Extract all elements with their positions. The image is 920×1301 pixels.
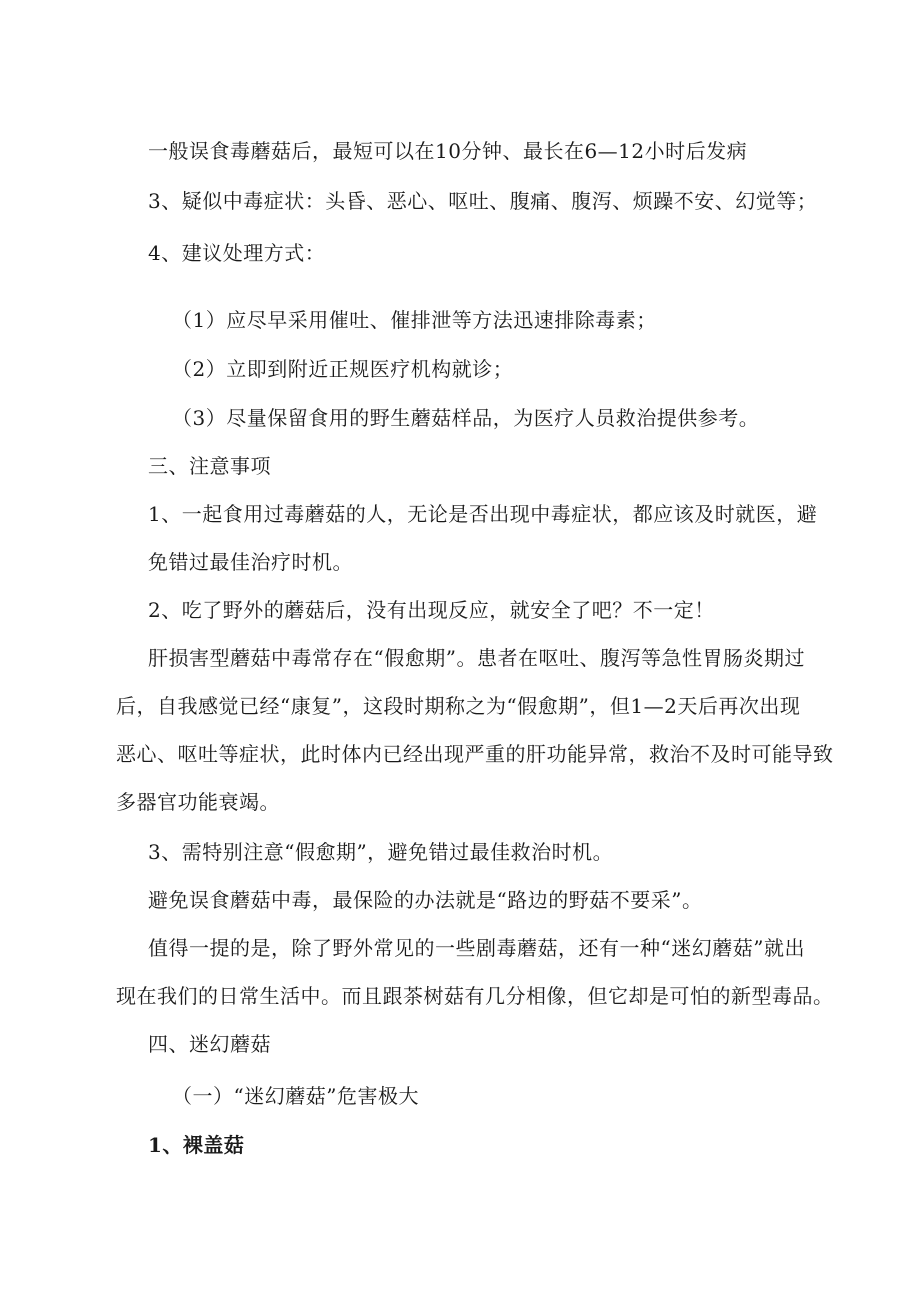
pseudo-recovery-line-2: 后，自我感觉已经“康复”，这段时期称之为“假愈期”，但1—2天后再次出现: [116, 694, 801, 718]
notice-2: 2、吃了野外的蘑菇后，没有出现反应，就安全了吧？不一定！: [148, 598, 715, 622]
pseudo-recovery-line-1: 肝损害型蘑菇中毒常存在“假愈期”。患者在呕吐、腹泻等急性胃肠炎期过: [148, 646, 805, 670]
treatment-step-3: （3）尽量保留食用的野生蘑菇样品，为医疗人员救治提供参考。: [172, 406, 760, 430]
hallucinogenic-intro-line-1: 值得一提的是，除了野外常见的一些剧毒蘑菇，还有一种“迷幻蘑菇”就出: [148, 936, 805, 960]
item-4-treatment-heading: 4、建议处理方式：: [148, 241, 326, 265]
notice-1-line-2: 免错过最佳治疗时机。: [148, 550, 353, 574]
paragraph-onset-time: 一般误食毒蘑菇后，最短可以在10分钟、最长在6—12小时后发病: [148, 139, 748, 163]
notice-1-line-1: 1、一起食用过毒蘑菇的人，无论是否出现中毒症状，都应该及时就医，避: [148, 502, 818, 526]
pseudo-recovery-line-4: 多器官功能衰竭。: [116, 790, 280, 814]
item-3-symptoms: 3、疑似中毒症状：头昏、恶心、呕吐、腹痛、腹泻、烦躁不安、幻觉等；: [148, 189, 818, 213]
pseudo-recovery-line-3: 恶心、呕吐等症状，此时体内已经出现严重的肝功能异常，救治不及时可能导致: [116, 742, 834, 766]
section-3-heading: 三、注意事项: [148, 454, 271, 478]
subsection-1-heading: （一）“迷幻蘑菇”危害极大: [172, 1084, 419, 1108]
treatment-step-2: （2）立即到附近正规医疗机构就诊；: [172, 357, 514, 381]
section-4-heading: 四、迷幻蘑菇: [148, 1032, 271, 1056]
notice-3: 3、需特别注意“假愈期”，避免错过最佳救治时机。: [148, 840, 614, 864]
treatment-step-1: （1）应尽早采用催吐、催排泄等方法迅速排除毒素；: [172, 308, 657, 332]
safety-advice: 避免误食蘑菇中毒，最保险的办法就是“路边的野菇不要采”。: [148, 888, 703, 912]
hallucinogenic-intro-line-2: 现在我们的日常生活中。而且跟茶树菇有几分相像，但它却是可怕的新型毒品。: [116, 984, 834, 1008]
item-1-psilocybe: 1、裸盖菇: [148, 1133, 245, 1157]
